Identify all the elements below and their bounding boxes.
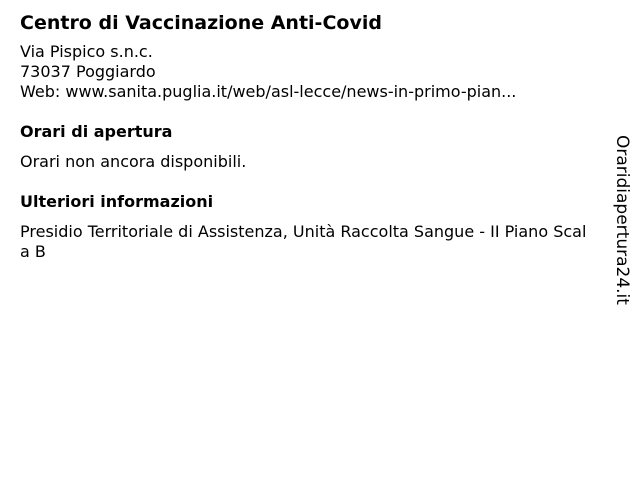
website-label: Web:: [20, 82, 66, 101]
more-info-text: Presidio Territoriale di Assistenza, Unità Raccolta Sangue - II Piano Scala B: [20, 222, 587, 261]
address-street: Via Pispico s.n.c.: [20, 42, 153, 61]
place-title: Centro di Vaccinazione Anti-Covid: [20, 12, 382, 34]
address-city: 73037 Poggiardo: [20, 62, 156, 81]
more-info-heading: Ulteriori informazioni: [20, 192, 214, 211]
website-link[interactable]: www.sanita.puglia.it/web/asl-lecce/news-in-primo-pian...: [65, 82, 517, 101]
opening-hours-heading: Orari di apertura: [20, 122, 173, 141]
website-row: [20, 82, 595, 102]
opening-hours-text: Orari non ancora disponibili.: [20, 152, 247, 171]
place-card: [20, 10, 595, 262]
brand-watermark: Oraridiapertura24.it: [612, 135, 632, 305]
